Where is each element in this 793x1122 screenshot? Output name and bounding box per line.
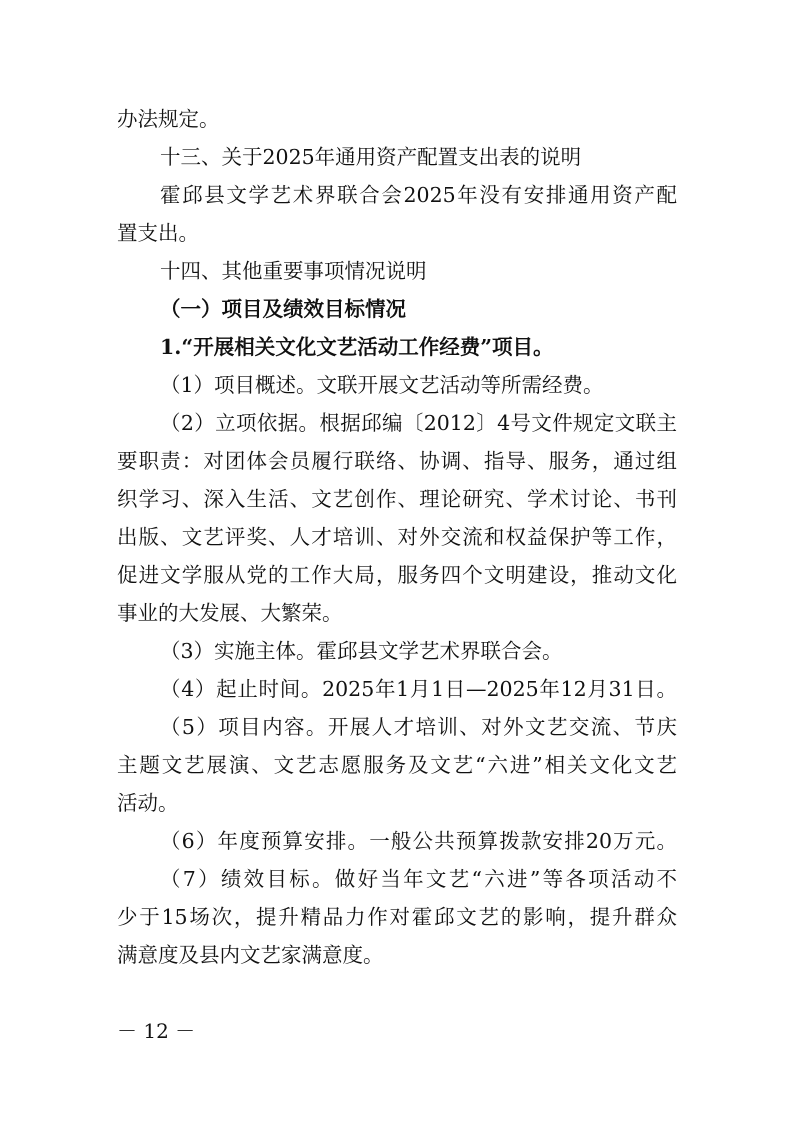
- text-line: 少于15场次，提升精品力作对霍邱文艺的影响，提升群众: [117, 905, 677, 929]
- text-line: （5）项目内容。开展人才培训、对外文艺交流、节庆: [160, 715, 677, 739]
- text-line: （7）绩效目标。做好当年文艺“六进”等各项活动不: [160, 867, 677, 891]
- section-heading: 十四、其他重要事项情况说明: [160, 259, 427, 283]
- text-line: 织学习、深入生活、文艺创作、理论研究、学术讨论、书刊: [117, 487, 677, 511]
- text-line: 置支出。: [117, 221, 199, 245]
- text-line: （1）项目概述。文联开展文艺活动等所需经费。: [160, 373, 604, 397]
- text-line: 霍邱县文学艺术界联合会2025年没有安排通用资产配: [160, 183, 677, 207]
- text-line: 要职责：对团体会员履行联络、协调、指导、服务，通过组: [117, 449, 677, 473]
- text-line: 主题文艺展演、文艺志愿服务及文艺“六进”相关文化文艺: [117, 753, 677, 777]
- text-line: 活动。: [117, 791, 179, 815]
- page-number: － 12 －: [117, 1019, 196, 1043]
- item-heading: 1.“开展相关文化文艺活动工作经费”项目。: [160, 335, 554, 359]
- text-line: （6）年度预算安排。一般公共预算拨款安排20万元。: [160, 829, 677, 853]
- text-line: （3）实施主体。霍邱县文学艺术界联合会。: [160, 639, 563, 663]
- section-heading: 十三、关于2025年通用资产配置支出表的说明: [160, 145, 582, 169]
- text-line: （2）立项依据。根据邱编〔2012〕4号文件规定文联主: [160, 411, 677, 435]
- text-line: 满意度及县内文艺家满意度。: [117, 943, 384, 967]
- text-line: （4）起止时间。2025年1月1日—2025年12月31日。: [160, 677, 677, 701]
- subsection-heading: （一）项目及绩效目标情况: [160, 297, 406, 321]
- text-line: 事业的大发展、大繁荣。: [117, 601, 343, 625]
- text-line: 办法规定。: [117, 107, 220, 131]
- text-line: 出版、文艺评奖、人才培训、对外交流和权益保护等工作，: [117, 525, 677, 549]
- text-line: 促进文学服从党的工作大局，服务四个文明建设，推动文化: [117, 563, 677, 587]
